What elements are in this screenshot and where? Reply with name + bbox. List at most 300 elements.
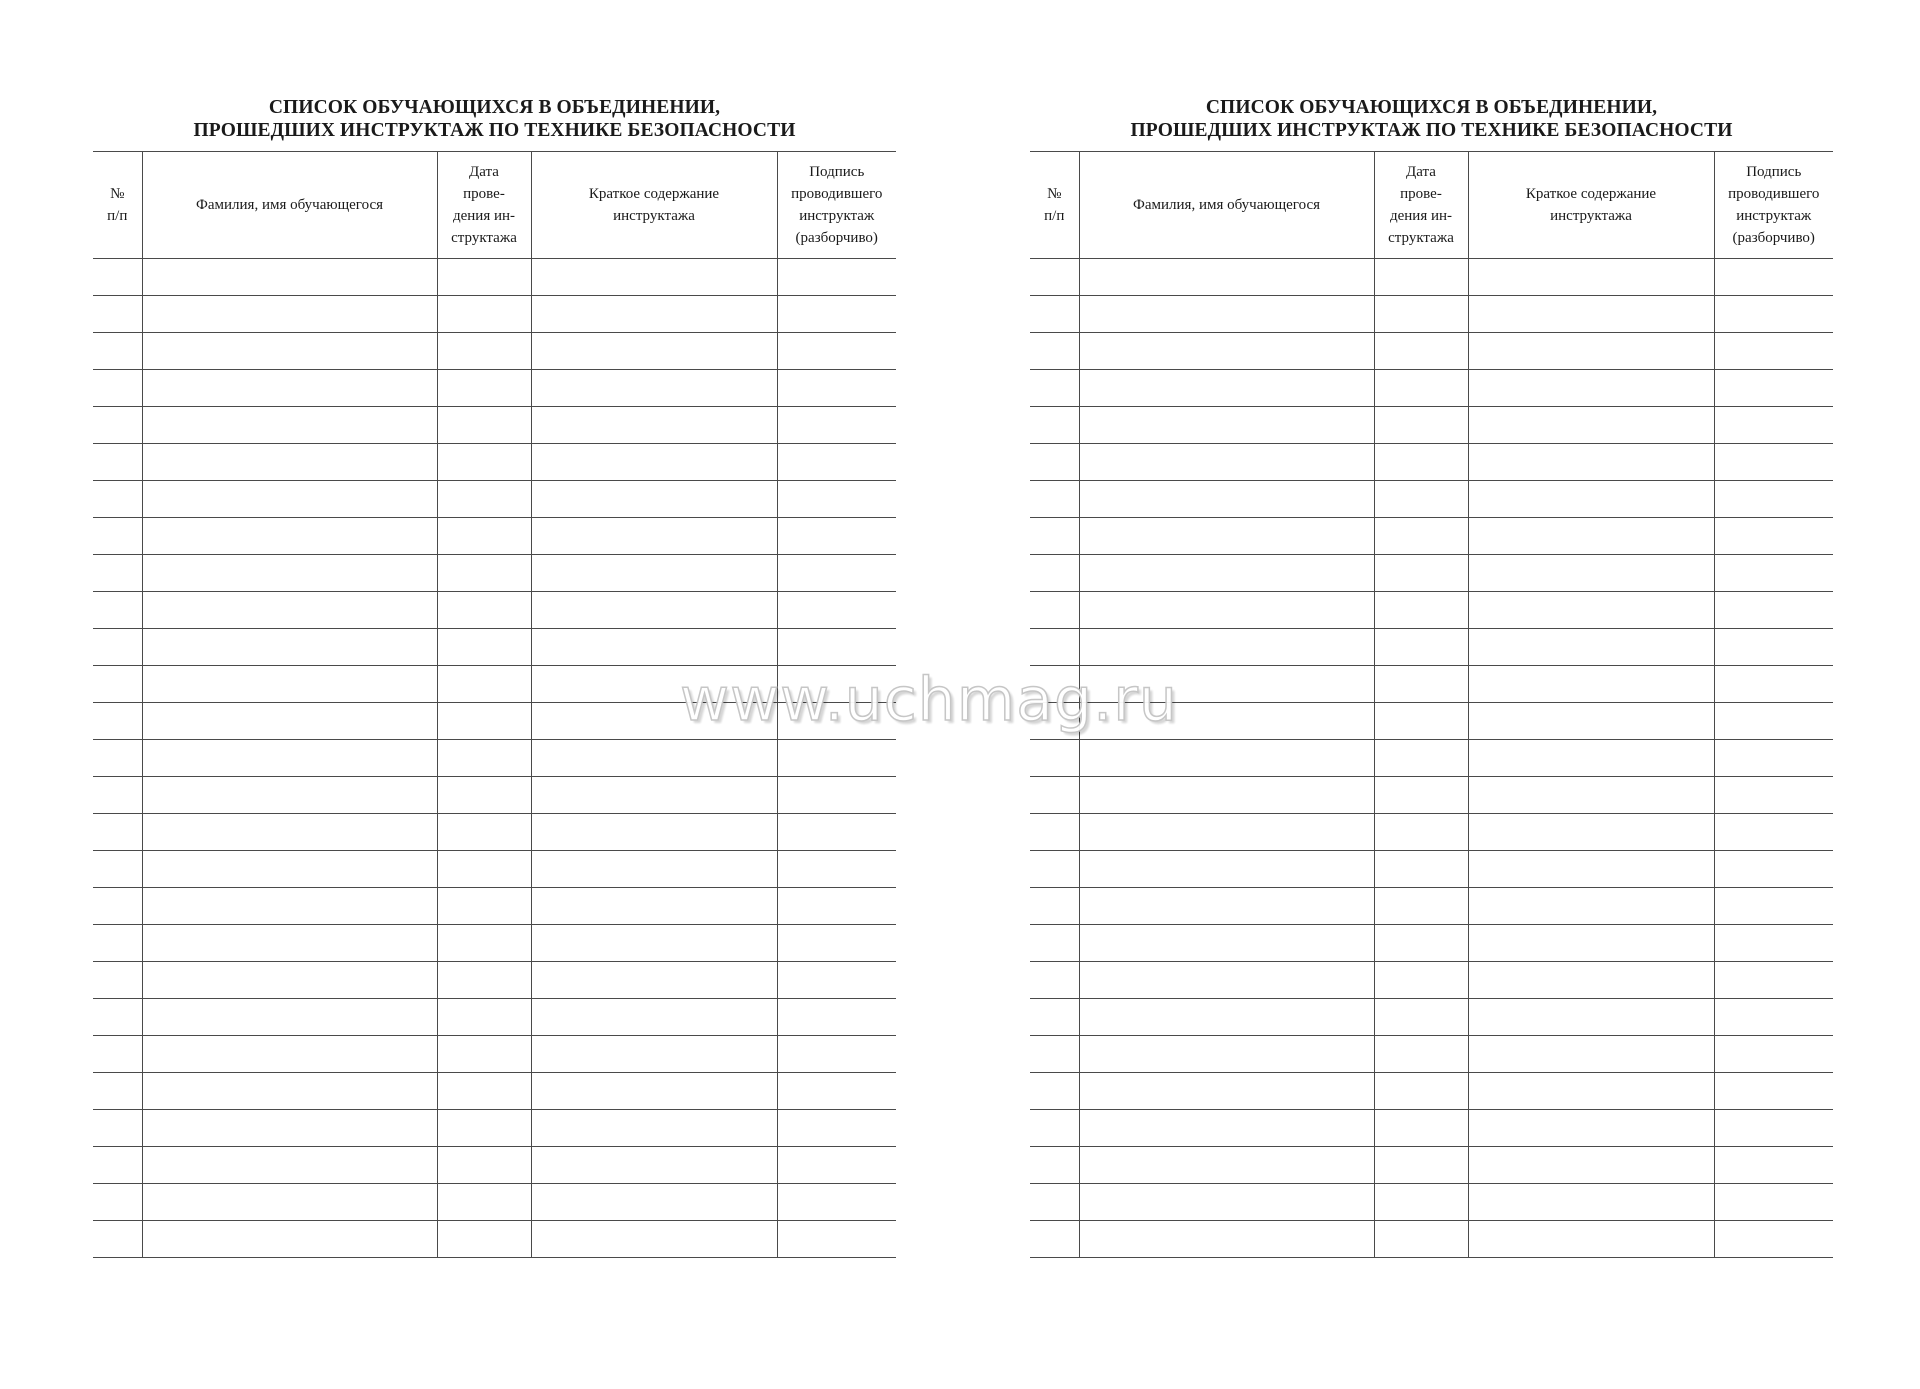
cell-signature [1714,296,1833,333]
cell-content [531,629,777,666]
cell-date [437,999,531,1036]
cell-number [93,1147,142,1184]
table-row [1030,629,1833,666]
cell-name [1079,407,1374,444]
cell-number [93,259,142,296]
cell-date [437,1147,531,1184]
cell-name [1079,1221,1374,1258]
cell-signature [1714,1221,1833,1258]
cell-name [1079,740,1374,777]
cell-signature [777,740,896,777]
cell-date [1374,481,1468,518]
cell-number [1030,1036,1079,1073]
roster-table [1030,151,1833,1258]
cell-name [142,777,437,814]
cell-name [1079,444,1374,481]
header-row [93,152,896,259]
cell-content [1468,888,1714,925]
page-right [1030,96,1833,1258]
cell-number [1030,740,1079,777]
cell-number [1030,962,1079,999]
cell-date [1374,629,1468,666]
cell-content [531,777,777,814]
cell-name [142,407,437,444]
cell-number [1030,925,1079,962]
cell-number [93,518,142,555]
cell-content [531,370,777,407]
cell-signature [1714,518,1833,555]
cell-content [1468,1036,1714,1073]
cell-name [1079,888,1374,925]
cell-name [142,888,437,925]
table-row [1030,888,1833,925]
cell-number [93,370,142,407]
table-row [93,666,896,703]
cell-number [93,999,142,1036]
cell-date [437,259,531,296]
cell-date [1374,1073,1468,1110]
cell-number [93,777,142,814]
cell-name [142,555,437,592]
cell-signature [777,1221,896,1258]
cell-content [531,555,777,592]
cell-signature [1714,629,1833,666]
table-row [93,370,896,407]
table-row [1030,592,1833,629]
cell-content [1468,1110,1714,1147]
cell-signature [777,962,896,999]
cell-date [437,1184,531,1221]
table-row [1030,925,1833,962]
table-row [1030,666,1833,703]
col-header-date: Дата прове- дения ин- структажа [437,152,531,259]
cell-content [531,1110,777,1147]
cell-number [1030,555,1079,592]
cell-date [1374,888,1468,925]
cell-name [142,703,437,740]
cell-date [1374,333,1468,370]
cell-date [1374,925,1468,962]
table-row [1030,1184,1833,1221]
cell-number [93,851,142,888]
table-row [93,703,896,740]
cell-content [531,407,777,444]
cell-date [1374,999,1468,1036]
cell-date [437,407,531,444]
col-header-number: № п/п [93,152,142,259]
cell-date [1374,962,1468,999]
cell-name [142,518,437,555]
cell-signature [1714,592,1833,629]
table-row [1030,740,1833,777]
cell-date [1374,518,1468,555]
cell-number [1030,592,1079,629]
cell-signature [777,333,896,370]
cell-signature [777,1184,896,1221]
cell-name [1079,777,1374,814]
col-header-date: Дата прове- дения ин- структажа [1374,152,1468,259]
title-line-1: СПИСОК ОБУЧАЮЩИХСЯ В ОБЪЕДИНЕНИИ, [268,97,721,118]
cell-content [1468,1147,1714,1184]
cell-date [437,1036,531,1073]
cell-date [1374,555,1468,592]
cell-signature [777,703,896,740]
cell-signature [1714,740,1833,777]
cell-name [1079,1147,1374,1184]
cell-number [1030,1184,1079,1221]
cell-signature [777,814,896,851]
cell-date [1374,259,1468,296]
cell-date [1374,777,1468,814]
table-row [93,1036,896,1073]
cell-date [1374,1221,1468,1258]
cell-date [1374,666,1468,703]
cell-date [437,740,531,777]
cell-signature [1714,407,1833,444]
cell-name [142,962,437,999]
col-header-content: Краткое содержание инструктажа [531,152,777,259]
cell-content [531,1184,777,1221]
cell-number [1030,666,1079,703]
cell-content [1468,370,1714,407]
cell-signature [1714,259,1833,296]
cell-date [437,481,531,518]
cell-date [1374,703,1468,740]
table-row [1030,333,1833,370]
cell-date [437,814,531,851]
cell-content [1468,407,1714,444]
table-row [1030,1036,1833,1073]
table-row [1030,962,1833,999]
cell-number [93,1036,142,1073]
cell-name [142,740,437,777]
cell-signature [777,999,896,1036]
cell-name [1079,481,1374,518]
cell-content [531,666,777,703]
cell-content [1468,333,1714,370]
cell-signature [1714,370,1833,407]
cell-signature [1714,1147,1833,1184]
cell-content [1468,296,1714,333]
cell-number [1030,1221,1079,1258]
cell-number [93,740,142,777]
cell-name [142,333,437,370]
cell-number [93,1073,142,1110]
cell-number [1030,999,1079,1036]
table-row [1030,851,1833,888]
table-row [93,814,896,851]
cell-name [1079,851,1374,888]
cell-number [1030,888,1079,925]
cell-content [1468,1073,1714,1110]
cell-content [531,814,777,851]
table-row [1030,370,1833,407]
cell-signature [777,592,896,629]
table-row [93,629,896,666]
cell-content [531,740,777,777]
cell-number [93,592,142,629]
cell-name [142,666,437,703]
cell-name [1079,814,1374,851]
cell-name [142,296,437,333]
table-row [93,1110,896,1147]
document-title [93,96,896,142]
cell-date [1374,1036,1468,1073]
cell-date [437,518,531,555]
cell-content [1468,555,1714,592]
cell-signature [1714,777,1833,814]
cell-number [1030,444,1079,481]
cell-number [93,444,142,481]
cell-number [1030,814,1079,851]
cell-name [142,1221,437,1258]
cell-name [1079,703,1374,740]
cell-date [1374,444,1468,481]
roster-table [93,151,896,1258]
cell-name [1079,999,1374,1036]
cell-signature [1714,1073,1833,1110]
cell-name [1079,1110,1374,1147]
cell-content [1468,666,1714,703]
table-row [93,740,896,777]
cell-signature [1714,481,1833,518]
page-left [93,96,896,1258]
cell-number [93,333,142,370]
table-row [1030,703,1833,740]
cell-signature [777,444,896,481]
table-row [93,1147,896,1184]
cell-content [1468,481,1714,518]
cell-content [531,925,777,962]
table-row [93,888,896,925]
cell-content [1468,1184,1714,1221]
cell-signature [777,629,896,666]
col-header-name: Фамилия, имя обучающегося [142,152,437,259]
title-line-1: СПИСОК ОБУЧАЮЩИХСЯ В ОБЪЕДИНЕНИИ, [1205,97,1658,118]
roster-rows [1030,259,1833,1258]
cell-name [142,259,437,296]
cell-name [1079,296,1374,333]
cell-content [1468,777,1714,814]
cell-date [437,1221,531,1258]
cell-name [142,1184,437,1221]
table-row [93,1184,896,1221]
cell-date [1374,740,1468,777]
cell-content [531,481,777,518]
cell-signature [777,481,896,518]
cell-signature [777,370,896,407]
cell-name [1079,1184,1374,1221]
cell-name [142,851,437,888]
cell-name [1079,666,1374,703]
cell-name [142,444,437,481]
cell-signature [777,777,896,814]
col-header-content: Краткое содержание инструктажа [1468,152,1714,259]
cell-content [1468,259,1714,296]
title-line-2: ПРОШЕДШИХ ИНСТРУКТАЖ ПО ТЕХНИКЕ БЕЗОПАСНОСТИ [1130,120,1733,141]
cell-date [1374,851,1468,888]
cell-content [1468,592,1714,629]
cell-date [1374,592,1468,629]
table-row [93,777,896,814]
cell-name [142,592,437,629]
cell-date [437,962,531,999]
table-row [1030,1073,1833,1110]
cell-name [142,999,437,1036]
table-row [93,444,896,481]
cell-signature [1714,444,1833,481]
document-title [1030,96,1833,142]
cell-number [1030,481,1079,518]
cell-number [1030,1073,1079,1110]
cell-number [1030,1110,1079,1147]
cell-content [531,851,777,888]
table-row [1030,407,1833,444]
cell-signature [777,1110,896,1147]
cell-name [1079,962,1374,999]
table-row [1030,777,1833,814]
cell-content [1468,814,1714,851]
cell-signature [777,1147,896,1184]
table-row [93,555,896,592]
cell-signature [1714,1036,1833,1073]
table-row [1030,296,1833,333]
cell-content [531,703,777,740]
cell-date [437,925,531,962]
cell-number [93,888,142,925]
table-row [93,925,896,962]
col-header-number: № п/п [1030,152,1079,259]
cell-number [93,814,142,851]
cell-name [1079,1036,1374,1073]
cell-content [531,888,777,925]
cell-number [1030,370,1079,407]
cell-number [93,1184,142,1221]
cell-date [437,703,531,740]
cell-content [531,962,777,999]
cell-number [1030,518,1079,555]
cell-signature [1714,999,1833,1036]
cell-name [1079,518,1374,555]
cell-number [93,296,142,333]
table-row [93,1073,896,1110]
col-header-signature: Подпись проводившего инструктаж (разборчиво) [777,152,896,259]
cell-content [1468,518,1714,555]
cell-content [531,1221,777,1258]
cell-signature [1714,703,1833,740]
cell-content [1468,703,1714,740]
cell-name [1079,592,1374,629]
cell-date [1374,1147,1468,1184]
col-header-signature: Подпись проводившего инструктаж (разборчиво) [1714,152,1833,259]
cell-signature [1714,1110,1833,1147]
cell-signature [1714,666,1833,703]
cell-date [437,666,531,703]
cell-name [142,370,437,407]
cell-signature [777,666,896,703]
cell-date [437,629,531,666]
table-row [1030,999,1833,1036]
table-row [93,407,896,444]
cell-name [142,629,437,666]
cell-signature [1714,333,1833,370]
table-row [93,518,896,555]
cell-number [1030,333,1079,370]
cell-signature [1714,888,1833,925]
cell-content [531,1147,777,1184]
cell-number [93,481,142,518]
table-row [1030,518,1833,555]
cell-date [437,296,531,333]
cell-name [142,481,437,518]
cell-signature [1714,962,1833,999]
table-row [93,999,896,1036]
cell-date [437,333,531,370]
cell-content [531,333,777,370]
table-row [93,962,896,999]
cell-name [142,814,437,851]
cell-name [1079,370,1374,407]
cell-signature [777,555,896,592]
table-row [1030,259,1833,296]
cell-date [437,592,531,629]
cell-number [1030,296,1079,333]
cell-date [437,777,531,814]
header-row [1030,152,1833,259]
cell-date [437,370,531,407]
table-row [1030,481,1833,518]
cell-content [531,999,777,1036]
cell-content [1468,629,1714,666]
cell-signature [1714,851,1833,888]
cell-content [1468,1221,1714,1258]
cell-content [1468,740,1714,777]
cell-content [531,1073,777,1110]
cell-date [437,1073,531,1110]
cell-date [1374,296,1468,333]
cell-signature [777,1073,896,1110]
cell-name [1079,1073,1374,1110]
cell-content [1468,962,1714,999]
cell-name [1079,259,1374,296]
cell-number [1030,777,1079,814]
cell-name [1079,925,1374,962]
cell-number [93,555,142,592]
table-row [93,1221,896,1258]
cell-number [1030,629,1079,666]
cell-content [531,518,777,555]
table-row [93,259,896,296]
cell-content [531,296,777,333]
cell-name [1079,555,1374,592]
cell-date [1374,1110,1468,1147]
cell-content [531,1036,777,1073]
cell-number [93,629,142,666]
cell-name [1079,333,1374,370]
table-row [93,481,896,518]
cell-signature [777,407,896,444]
cell-number [93,1110,142,1147]
title-line-2: ПРОШЕДШИХ ИНСТРУКТАЖ ПО ТЕХНИКЕ БЕЗОПАСНОСТИ [193,120,796,141]
table-row [1030,1147,1833,1184]
table-row [93,592,896,629]
table-row [93,333,896,370]
cell-date [437,444,531,481]
cell-name [142,925,437,962]
cell-content [1468,999,1714,1036]
cell-signature [777,518,896,555]
cell-signature [777,851,896,888]
